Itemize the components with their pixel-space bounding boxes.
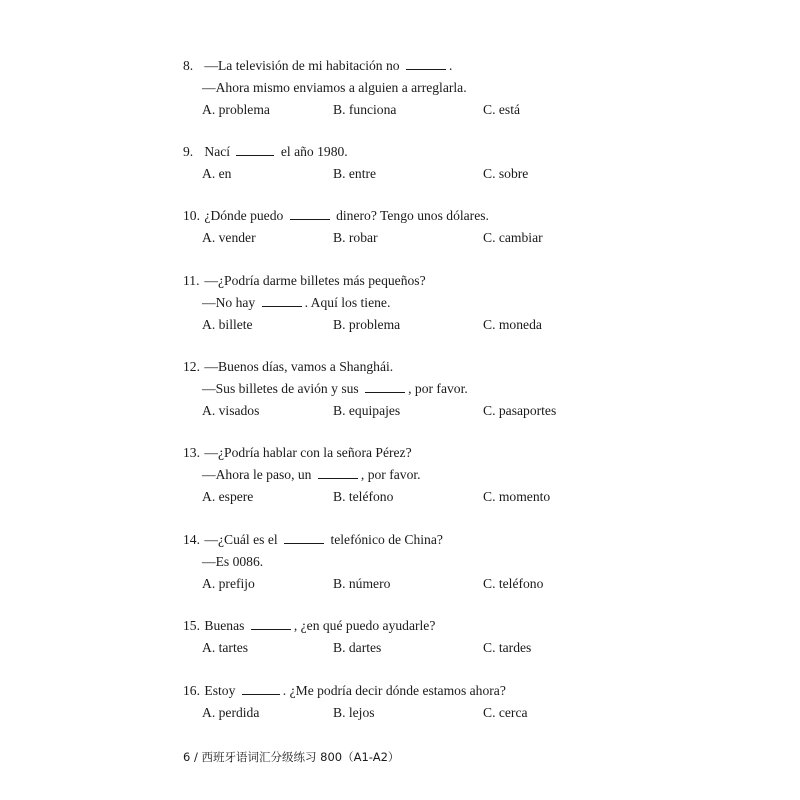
footer-separator: / xyxy=(193,750,198,764)
question-line xyxy=(183,551,603,573)
question-number: 12. xyxy=(183,359,200,374)
question-line xyxy=(183,292,603,314)
answer-blank xyxy=(290,206,330,220)
question-text: —Es 0086. xyxy=(202,554,264,569)
option-b: B. entre xyxy=(333,166,377,181)
options-row xyxy=(183,486,603,508)
option-b: B. problema xyxy=(333,317,401,332)
question-line xyxy=(183,141,603,163)
question-text: —¿Cuál es el xyxy=(204,532,282,547)
question-line xyxy=(183,55,603,77)
options-row xyxy=(183,99,603,121)
option-a: A. visados xyxy=(202,403,260,418)
options-row xyxy=(183,163,603,185)
options-row xyxy=(183,573,603,595)
question-text: el año 1980. xyxy=(277,144,348,159)
question-text: —¿Podría darme billetes más pequeños? xyxy=(204,273,426,288)
question-15 xyxy=(183,615,603,659)
question-number: 11. xyxy=(183,273,200,288)
question-11 xyxy=(183,270,603,336)
option-c: C. cerca xyxy=(483,705,528,720)
question-text: dinero? Tengo unos dólares. xyxy=(332,208,489,223)
question-text: —La televisión de mi habitación no xyxy=(204,58,403,73)
option-c: C. momento xyxy=(483,489,551,504)
options-row xyxy=(183,702,603,724)
option-b: B. robar xyxy=(333,230,378,245)
question-9 xyxy=(183,141,603,185)
question-12 xyxy=(183,356,603,422)
options-row xyxy=(183,314,603,336)
question-text: Buenas xyxy=(204,618,248,633)
book-title: 西班牙语词汇分级练习 800（A1-A2） xyxy=(201,750,400,764)
option-a: A. vender xyxy=(202,230,256,245)
question-number: 10. xyxy=(183,208,200,223)
answer-blank xyxy=(251,616,291,630)
option-a: A. billete xyxy=(202,317,253,332)
question-line xyxy=(183,378,603,400)
option-b: B. teléfono xyxy=(333,489,394,504)
option-c: C. pasaportes xyxy=(483,403,557,418)
question-number: 15. xyxy=(183,618,200,633)
question-number: 13. xyxy=(183,445,200,460)
answer-blank xyxy=(284,530,324,544)
question-text: , por favor. xyxy=(360,467,421,482)
answer-blank xyxy=(406,56,446,70)
question-text: —Sus billetes de avión y sus xyxy=(202,381,363,396)
question-text: , ¿en qué puedo ayudarle? xyxy=(293,618,436,633)
question-line xyxy=(183,680,603,702)
page-number: 6 xyxy=(183,750,191,764)
question-line xyxy=(183,615,603,637)
answer-blank xyxy=(318,465,358,479)
question-number: 14. xyxy=(183,532,200,547)
answer-blank xyxy=(242,681,280,695)
question-text: —¿Podría hablar con la señora Pérez? xyxy=(204,445,412,460)
question-text: Estoy xyxy=(204,683,239,698)
options-row xyxy=(183,637,603,659)
question-13 xyxy=(183,442,603,508)
answer-blank xyxy=(262,293,302,307)
question-line xyxy=(183,529,603,551)
question-line xyxy=(183,270,603,292)
question-text: . ¿Me podría decir dónde estamos ahora? xyxy=(282,683,506,698)
question-text: . xyxy=(448,58,453,73)
option-a: A. problema xyxy=(202,102,270,117)
question-text: . Aquí los tiene. xyxy=(304,295,391,310)
option-b: B. lejos xyxy=(333,705,375,720)
question-text: —Buenos días, vamos a Shanghái. xyxy=(204,359,394,374)
question-number: 9. xyxy=(183,144,194,159)
question-text: Nací xyxy=(204,144,234,159)
question-number: 16. xyxy=(183,683,200,698)
question-text: —Ahora mismo enviamos a alguien a arreglarla. xyxy=(202,80,467,95)
question-text: telefónico de China? xyxy=(327,532,443,547)
option-b: B. funciona xyxy=(333,102,397,117)
option-a: A. prefijo xyxy=(202,576,255,591)
option-a: A. en xyxy=(202,166,232,181)
question-8 xyxy=(183,55,603,121)
option-a: A. espere xyxy=(202,489,254,504)
option-c: C. sobre xyxy=(483,166,529,181)
options-row xyxy=(183,400,603,422)
options-row xyxy=(183,227,603,249)
question-text: , por favor. xyxy=(408,381,468,396)
question-10 xyxy=(183,205,603,249)
question-16 xyxy=(183,680,603,724)
question-text: —Ahora le paso, un xyxy=(202,467,315,482)
answer-blank xyxy=(236,142,274,156)
option-c: C. teléfono xyxy=(483,576,544,591)
option-b: B. dartes xyxy=(333,640,382,655)
question-text: ¿Dónde puedo xyxy=(204,208,287,223)
option-c: C. cambiar xyxy=(483,230,543,245)
option-c: C. está xyxy=(483,102,520,117)
question-text: —No hay xyxy=(202,295,259,310)
question-line xyxy=(183,356,603,378)
question-line xyxy=(183,464,603,486)
question-line xyxy=(183,205,603,227)
option-c: C. moneda xyxy=(483,317,542,332)
answer-blank xyxy=(365,379,405,393)
question-line xyxy=(183,77,603,99)
option-a: A. tartes xyxy=(202,640,249,655)
option-b: B. número xyxy=(333,576,391,591)
page-footer xyxy=(183,749,399,765)
option-c: C. tardes xyxy=(483,640,532,655)
question-14 xyxy=(183,529,603,595)
question-number: 8. xyxy=(183,58,194,73)
option-b: B. equipajes xyxy=(333,403,401,418)
option-a: A. perdida xyxy=(202,705,260,720)
question-line xyxy=(183,442,603,464)
